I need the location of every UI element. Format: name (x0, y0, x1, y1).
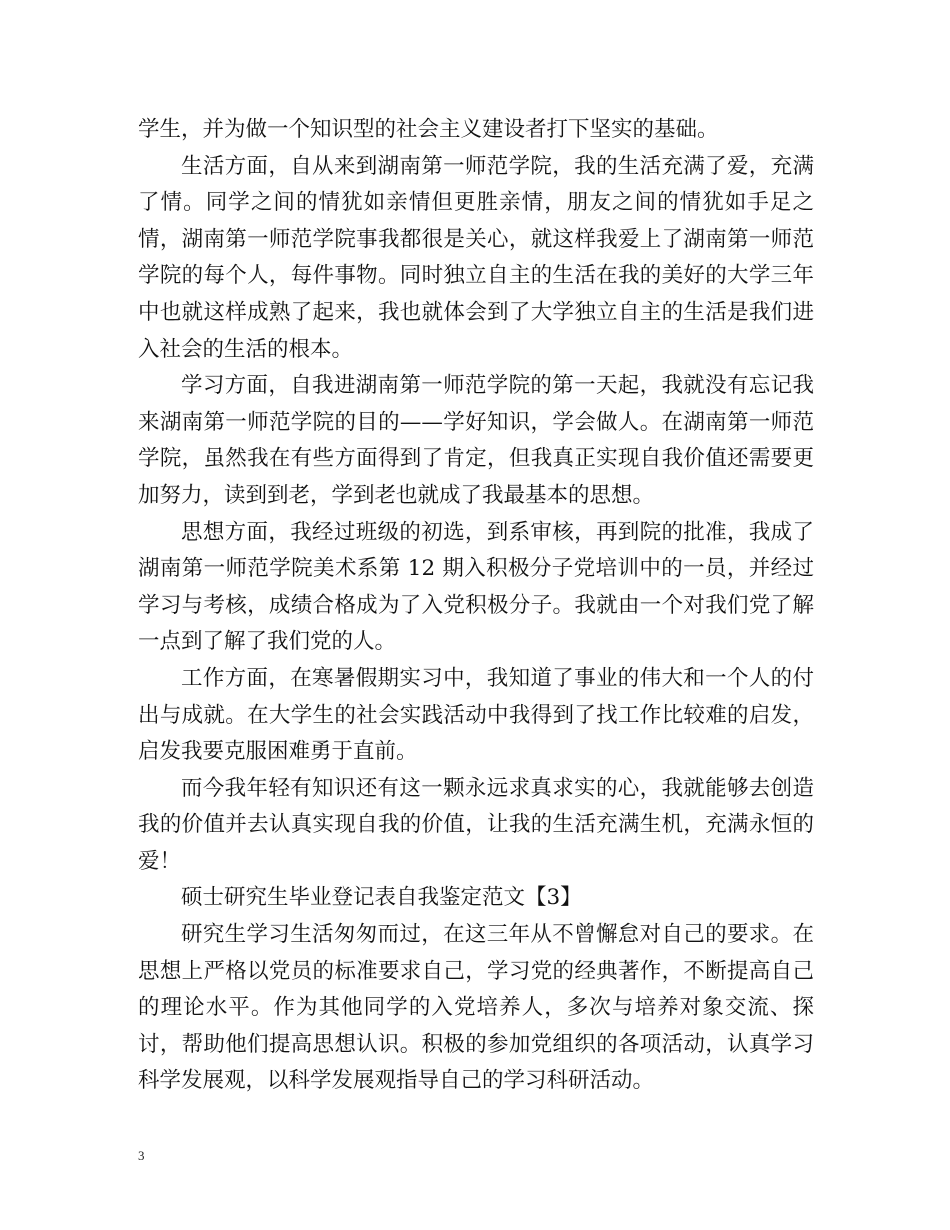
paragraph-thought: 思想方面，我经过班级的初选，到系审核，再到院的批准，我成了湖南第一师范学院美术系第 12 期入积极分子党培训中的一员，并经过学习与考核，成绩合格成为了入党积极分子。我就由一个对我们党了解一点到了解了我们党的人。 (138, 519, 814, 655)
paragraph-conclusion: 而今我年轻有知识还有这一颗永远求真求实的心，我就能够去创造我的价值并去认真实现自我的价值，让我的生活充满生机，充满永恒的爱！ (138, 775, 814, 874)
page-number: 3 (138, 1148, 145, 1163)
section-heading: 硕士研究生毕业登记表自我鉴定范文【3】 (181, 885, 582, 911)
paragraph-work: 工作方面，在寒暑假期实习中，我知道了事业的伟大和一个人的付出与成就。在大学生的社会实践活动中我得到了找工作比较难的启发，启发我要克服困难勇于直前。 (138, 665, 814, 765)
paragraph-1: 学生，并为做一个知识型的社会主义建设者打下坚实的基础。 (138, 117, 719, 142)
paragraph-graduate-study: 研究生学习生活匆匆而过，在这三年从不曾懈怠对自己的要求。在思想上严格以党员的标准要求自己，学习党的经典著作，不断提高自己的理论水平。作为其他同学的入党培养人，多次与培养对象交流、探讨，帮助他们提高思想认识。积极的参加党组织的各项活动，认真学习科学发展观，以科学发展观指导自己的学习科研活动。 (138, 922, 814, 1094)
document-body (138, 112, 814, 1100)
paragraph-life: 生活方面，自从来到湖南第一师范学院，我的生活充满了爱，充满了情。同学之间的情犹如亲情但更胜亲情，朋友之间的情犹如手足之情，湖南第一师范学院事我都很是关心，就这样我爱上了湖南第一师范学院的每个人，每件事物。同时独立自主的生活在我的美好的大学三年中也就这样成熟了起来，我也就体会到了大学独立自主的生活是我们进入社会的生活的根本。 (138, 153, 814, 362)
paragraph-study: 学习方面，自我进湖南第一师范学院的第一天起，我就没有忘记我来湖南第一师范学院的目的——学好知识，学会做人。在湖南第一师范学院，虽然我在有些方面得到了肯定，但我真正实现自我价值还需要更加努力，读到到老，学到老也就成了我最基本的思想。 (138, 373, 814, 508)
